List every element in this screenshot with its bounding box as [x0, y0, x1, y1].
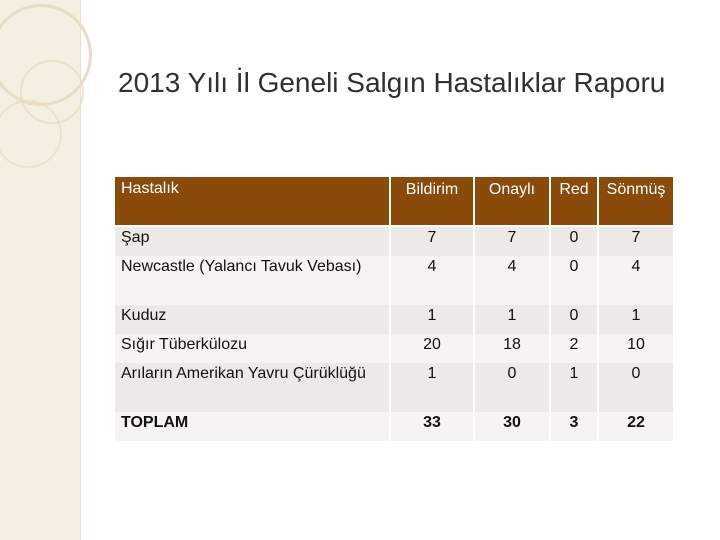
cell-onayli: 7 [475, 227, 549, 256]
cell-red: 0 [551, 227, 597, 256]
header-hastalik: Hastalık [115, 177, 389, 227]
cell-total-label: TOPLAM [115, 412, 389, 441]
cell-onayli: 1 [475, 305, 549, 334]
disease-report-table [113, 177, 675, 441]
header-bildirim: Bildirim [391, 177, 473, 227]
cell-total-sonmus: 22 [599, 412, 673, 441]
cell-bildirim: 7 [391, 227, 473, 256]
cell-onayli: 4 [475, 256, 549, 305]
cell-sonmus: 10 [599, 334, 673, 363]
cell-onayli: 18 [475, 334, 549, 363]
header-onayli: Onaylı [475, 177, 549, 227]
cell-bildirim: 1 [391, 363, 473, 412]
header-sonmus: Sönmüş [599, 177, 673, 227]
table-row [115, 256, 673, 305]
cell-bildirim: 20 [391, 334, 473, 363]
cell-disease: Kuduz [115, 305, 389, 334]
cell-sonmus: 7 [599, 227, 673, 256]
table-row [115, 227, 673, 256]
cell-bildirim: 1 [391, 305, 473, 334]
cell-disease: Sığır Tüberkülozu [115, 334, 389, 363]
cell-disease: Newcastle (Yalancı Tavuk Vebası) [115, 256, 389, 305]
cell-total-onayli: 30 [475, 412, 549, 441]
decorative-circle [0, 100, 62, 168]
table-row [115, 363, 673, 412]
table-row [115, 334, 673, 363]
cell-disease: Arıların Amerikan Yavru Çürüklüğü [115, 363, 389, 412]
header-red: Red [551, 177, 597, 227]
table-total-row [115, 412, 673, 441]
cell-red: 1 [551, 363, 597, 412]
cell-total-bildirim: 33 [391, 412, 473, 441]
cell-onayli: 0 [475, 363, 549, 412]
cell-sonmus: 1 [599, 305, 673, 334]
slide-title: 2013 Yılı İl Geneli Salgın Hastalıklar Raporu [118, 67, 666, 98]
cell-sonmus: 4 [599, 256, 673, 305]
table-row [115, 305, 673, 334]
cell-total-red: 3 [551, 412, 597, 441]
cell-disease: Şap [115, 227, 389, 256]
vertical-divider [80, 0, 81, 540]
cell-red: 0 [551, 256, 597, 305]
table-header-row [115, 177, 673, 227]
cell-red: 0 [551, 305, 597, 334]
cell-sonmus: 0 [599, 363, 673, 412]
cell-red: 2 [551, 334, 597, 363]
decorative-left-band [0, 0, 80, 540]
cell-bildirim: 4 [391, 256, 473, 305]
